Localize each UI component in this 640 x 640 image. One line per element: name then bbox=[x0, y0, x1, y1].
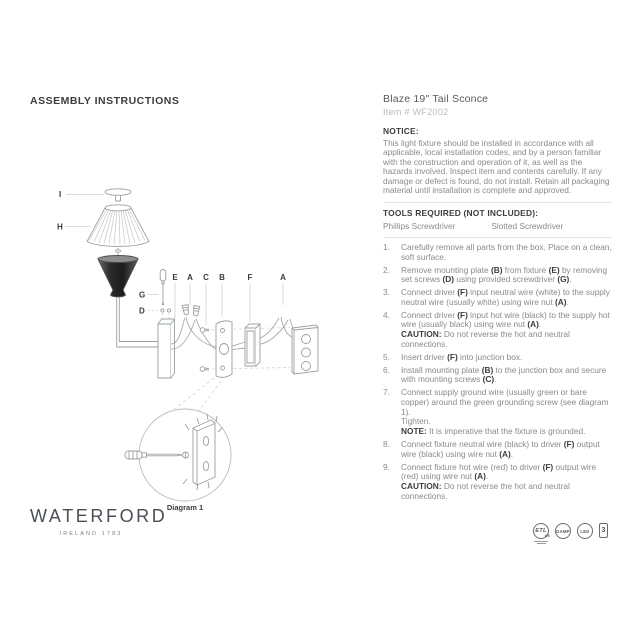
screwdriver-part bbox=[160, 270, 166, 305]
step-item bbox=[383, 288, 612, 307]
label-fixture: E bbox=[172, 273, 178, 282]
wire-nuts-left bbox=[182, 305, 200, 316]
step-item bbox=[383, 366, 612, 385]
instructions-column bbox=[383, 93, 612, 505]
tools-label: TOOLS REQUIRED (NOT INCLUDED): bbox=[383, 207, 539, 218]
tools-section bbox=[383, 208, 612, 232]
step-item bbox=[383, 266, 612, 285]
step-number: 3. bbox=[383, 287, 390, 298]
step-text: Connect driver (F) input hot wire (black) to the supply hot wire (usually black) using wire nut (A). CAUTION: Do not reverse the hot and neutral connections. bbox=[401, 309, 610, 349]
step-item bbox=[383, 440, 612, 459]
divider bbox=[383, 237, 612, 238]
step-text: Remove mounting plate (B) from fixture (E) by removing set screws (D) using provided screwdriver (G). bbox=[401, 264, 608, 285]
driver-part bbox=[245, 324, 260, 366]
product-name: Blaze 19" Tail Sconce bbox=[383, 93, 489, 105]
step-text: Connect fixture hot wire (red) to driver (F) output wire (red) using wire nut (A). CAUTION: Do not reverse the hot and neutral connections. bbox=[401, 461, 597, 501]
led-label: LED bbox=[580, 528, 590, 534]
step-number: 5. bbox=[383, 351, 390, 362]
etl-small-text bbox=[534, 540, 548, 544]
notice-section bbox=[383, 126, 612, 196]
label-mounting-screws: C bbox=[203, 273, 209, 282]
etl-us-label: us bbox=[544, 533, 550, 538]
step-number: 7. bbox=[383, 387, 390, 398]
fixture-body-part bbox=[98, 248, 158, 347]
etl-label: ETL bbox=[535, 528, 547, 534]
label-driver: F bbox=[247, 273, 253, 282]
etl-circle bbox=[533, 523, 549, 539]
step-text: Insert driver (F) into junction box. bbox=[401, 351, 523, 362]
wires bbox=[171, 317, 299, 350]
waterford-logo: WATERFORD bbox=[30, 506, 168, 526]
step-number: 6. bbox=[383, 364, 390, 375]
notice-text: This light fixture should be installed in accordance with all applicable, local installation codes, and by a person familiar with the construction and operation of it, as well as the hazards involved. Inspect item and contents carefully. If any damage or defect is found, do not install. Retain all packaging material until installation is complete and approved. bbox=[383, 137, 610, 195]
label-shade: H bbox=[57, 222, 63, 232]
tools-row bbox=[383, 221, 612, 231]
label-screwdriver: G bbox=[139, 290, 146, 300]
led-icon bbox=[577, 523, 593, 539]
step-item bbox=[383, 243, 612, 262]
steps-list bbox=[383, 243, 612, 501]
step-number: 4. bbox=[383, 309, 390, 320]
damp-label: DAMP bbox=[556, 528, 570, 534]
step-number: 9. bbox=[383, 461, 390, 472]
step-item bbox=[383, 353, 612, 363]
finial-part bbox=[105, 189, 131, 201]
waterford-tagline: IRELAND 1783 bbox=[59, 531, 123, 537]
label-set-screws: D bbox=[139, 306, 145, 316]
class-3-icon bbox=[599, 523, 608, 538]
step-item bbox=[383, 311, 612, 350]
step-text: Carefully remove all parts from the box. Place on a clean, soft surface. bbox=[401, 242, 612, 262]
step-item bbox=[383, 388, 612, 437]
step-text: Connect driver (F) input neutral wire (white) to the supply neutral wire (usually white) using wire nut (A). bbox=[401, 287, 610, 307]
damp-rated-icon bbox=[555, 523, 571, 539]
page-title: ASSEMBLY INSTRUCTIONS bbox=[30, 95, 180, 107]
divider bbox=[383, 202, 612, 203]
step-item bbox=[383, 463, 612, 502]
mounting-screws-part bbox=[200, 328, 209, 372]
step-number: 2. bbox=[383, 264, 390, 275]
mounting-plate-part bbox=[216, 321, 232, 377]
step-number: 1. bbox=[383, 242, 390, 252]
label-wire-nut-left: A bbox=[187, 273, 193, 282]
item-number: Item # WF2002 bbox=[383, 107, 449, 117]
lamp-shade-part bbox=[87, 205, 149, 247]
fixture-arm-part bbox=[158, 319, 175, 378]
label-wire-nut-right: A bbox=[280, 273, 286, 282]
step-text: Install mounting plate (B) to the junction box and secure with mounting screws (C). bbox=[401, 364, 607, 385]
certification-marks bbox=[533, 523, 608, 544]
etl-listed-icon bbox=[533, 523, 549, 544]
exploded-view-diagram bbox=[25, 178, 325, 518]
notice-label: NOTICE: bbox=[383, 126, 419, 136]
label-finial: I bbox=[59, 190, 62, 199]
class-3-label: 3 bbox=[601, 527, 606, 534]
diagram1-detail bbox=[125, 409, 231, 501]
step-number: 8. bbox=[383, 438, 390, 449]
step-text: Connect supply ground wire (usually green or bare copper) around the green grounding screw (see diagram 1). Tighten. NOTE: It is imperative that the fixture is grounded. bbox=[401, 387, 609, 437]
label-mounting-plate: B bbox=[219, 273, 225, 282]
junction-box-part bbox=[292, 325, 318, 374]
tool-item: Phillips Screwdriver bbox=[383, 221, 456, 231]
diagram1-caption: Diagram 1 bbox=[166, 503, 204, 512]
set-screws-part bbox=[161, 309, 171, 312]
step-text: Connect fixture neutral wire (black) to driver (F) output wire (black) using wire nut (A). bbox=[401, 438, 600, 459]
tool-item: Slotted Screwdriver bbox=[491, 221, 564, 231]
